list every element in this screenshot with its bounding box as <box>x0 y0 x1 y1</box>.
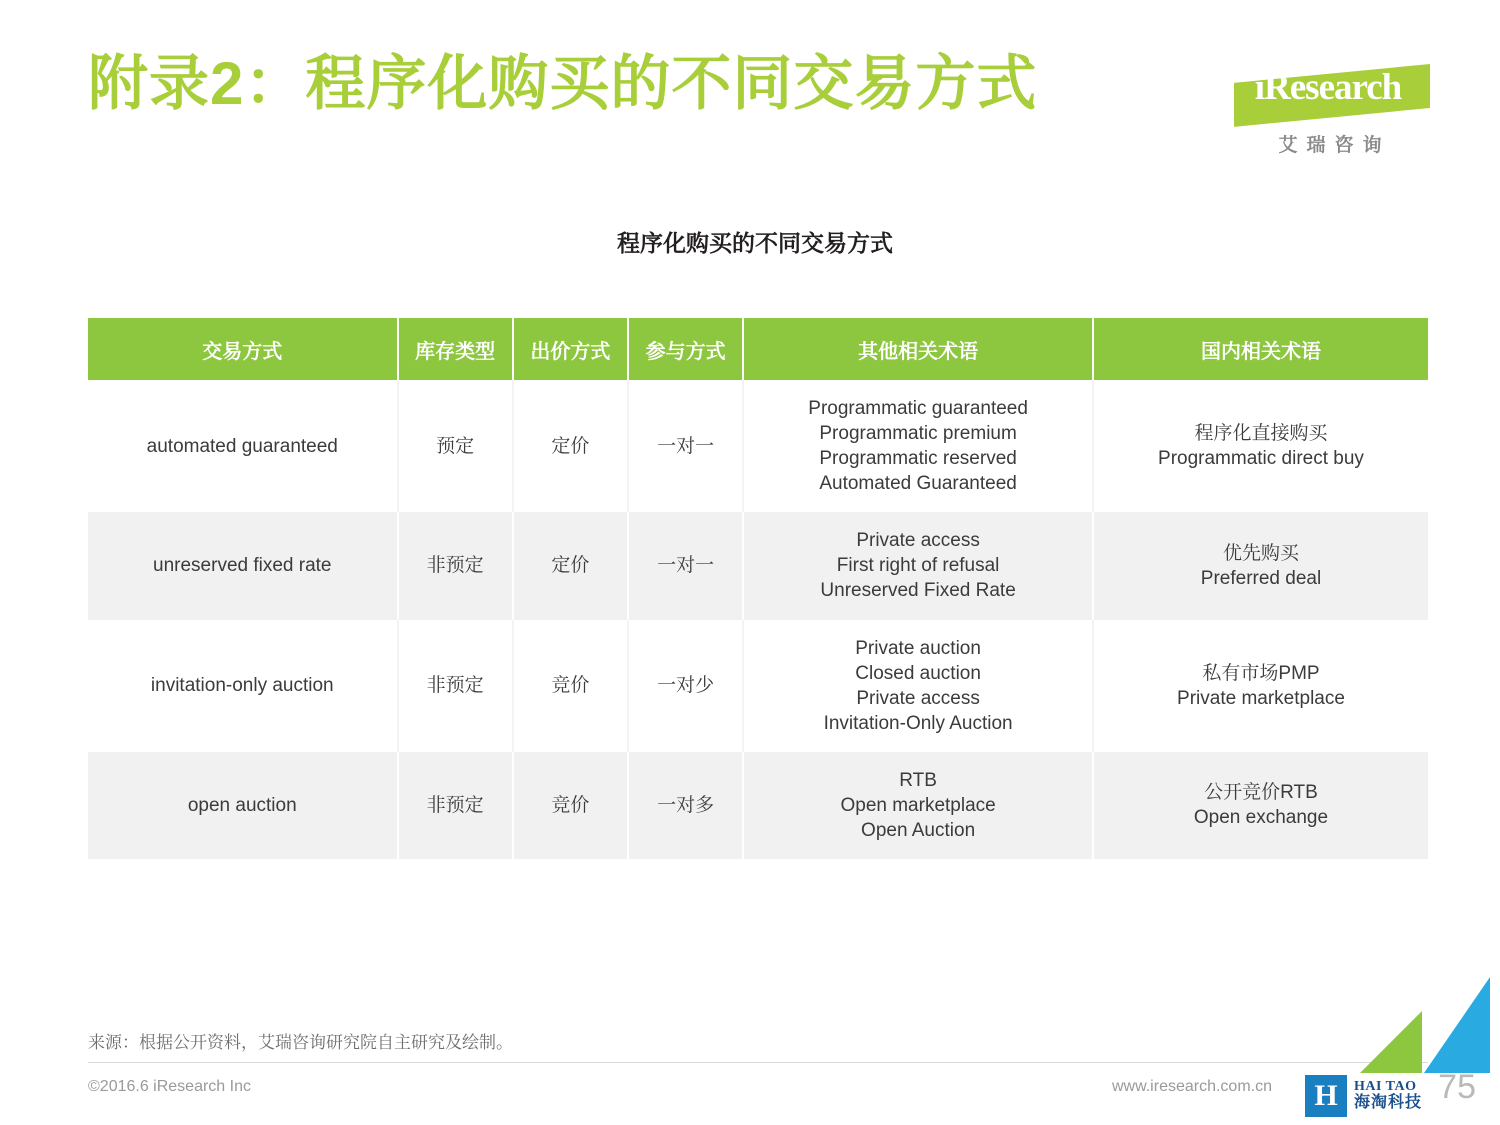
cell-participation: 一对多 <box>628 752 743 859</box>
term-line: Open marketplace <box>840 794 996 816</box>
cell-bidding: 定价 <box>513 512 628 619</box>
cell-mode: automated guaranteed <box>88 380 398 512</box>
iresearch-logo <box>1230 62 1430 157</box>
haitao-badge <box>1305 1075 1428 1117</box>
cell-domestic-terms <box>1093 512 1428 619</box>
page-number: 75 <box>1438 1068 1476 1106</box>
page-title: 附录2：程序化购买的不同交易方式 <box>88 50 1038 117</box>
logo-subtitle: 艾瑞咨询 <box>1278 135 1391 156</box>
logo-mark <box>1230 62 1430 118</box>
term-line: RTB <box>899 769 937 791</box>
logo-wordmark: iResearch <box>1254 67 1402 108</box>
cell-mode: unreserved fixed rate <box>88 512 398 619</box>
term-line: Programmatic guaranteed <box>808 398 1028 419</box>
table-row <box>88 380 1428 512</box>
term-line: Open exchange <box>1193 807 1329 829</box>
term-line: Unreserved Fixed Rate <box>820 580 1016 602</box>
term-line: 程序化直接购买 <box>1194 423 1328 445</box>
column-header-other-terms: 其他相关术语 <box>743 318 1093 380</box>
term-line: Private access <box>856 530 980 552</box>
term-line: Open Auction <box>861 820 976 842</box>
term-line: Programmatic reserved <box>819 448 1017 470</box>
haitao-text <box>1347 1075 1428 1117</box>
cell-domestic-terms <box>1093 752 1428 859</box>
term-line: 公开竞价RTB <box>1204 782 1318 804</box>
cell-bidding: 竞价 <box>513 620 628 752</box>
table-header-row <box>88 318 1428 380</box>
footer-divider <box>88 1062 1428 1063</box>
term-line: Automated Guaranteed <box>819 473 1017 495</box>
cell-other-terms <box>743 380 1093 512</box>
term-line: Private auction <box>855 637 981 659</box>
cell-domestic-terms <box>1093 380 1428 512</box>
cell-mode: invitation-only auction <box>88 620 398 752</box>
cell-participation: 一对一 <box>628 380 743 512</box>
cell-other-terms <box>743 620 1093 752</box>
term-line: Private access <box>856 687 980 709</box>
term-line: Invitation-Only Auction <box>823 712 1013 734</box>
source-note: 来源：根据公开资料，艾瑞咨询研究院自主研究及绘制。 <box>88 1033 513 1052</box>
decorative-blue-triangle <box>1424 977 1490 1073</box>
term-line: Preferred deal <box>1200 567 1322 589</box>
column-header-domestic-terms: 国内相关术语 <box>1093 318 1428 380</box>
cell-mode: open auction <box>88 752 398 859</box>
table-row <box>88 752 1428 859</box>
term-line: Programmatic premium <box>819 423 1017 445</box>
term-line: Programmatic direct buy <box>1158 448 1364 470</box>
column-header-mode: 交易方式 <box>88 318 398 380</box>
table-row <box>88 620 1428 752</box>
cell-bidding: 定价 <box>513 380 628 512</box>
term-line: 优先购买 <box>1222 542 1299 564</box>
column-header-inventory: 库存类型 <box>398 318 513 380</box>
column-header-participation: 参与方式 <box>628 318 743 380</box>
term-line: First right of refusal <box>836 555 1000 577</box>
cell-inventory: 预定 <box>398 380 513 512</box>
cell-inventory: 非预定 <box>398 512 513 619</box>
term-line: 私有市场PMP <box>1202 662 1320 684</box>
cell-participation: 一对少 <box>628 620 743 752</box>
cell-other-terms <box>743 752 1093 859</box>
term-line: Private marketplace <box>1177 687 1345 709</box>
column-header-bidding: 出价方式 <box>513 318 628 380</box>
table-row <box>88 512 1428 619</box>
term-line: Closed auction <box>855 662 981 684</box>
cell-other-terms <box>743 512 1093 619</box>
cell-inventory: 非预定 <box>398 752 513 859</box>
cell-participation: 一对一 <box>628 512 743 619</box>
haitao-letter-icon: H <box>1305 1075 1347 1117</box>
haitao-en-label: HAI TAO <box>1353 1079 1417 1095</box>
cell-bidding: 竞价 <box>513 752 628 859</box>
decorative-green-triangle <box>1360 1011 1422 1073</box>
chart-title: 程序化购买的不同交易方式 <box>617 230 893 256</box>
cell-inventory: 非预定 <box>398 620 513 752</box>
website-url[interactable]: www.iresearch.com.cn <box>1111 1078 1272 1095</box>
haitao-cn-label: 海淘科技 <box>1353 1093 1422 1111</box>
copyright-text: ©2016.6 iResearch Inc <box>88 1078 251 1095</box>
transaction-modes-table <box>88 318 1428 859</box>
cell-domestic-terms <box>1093 620 1428 752</box>
